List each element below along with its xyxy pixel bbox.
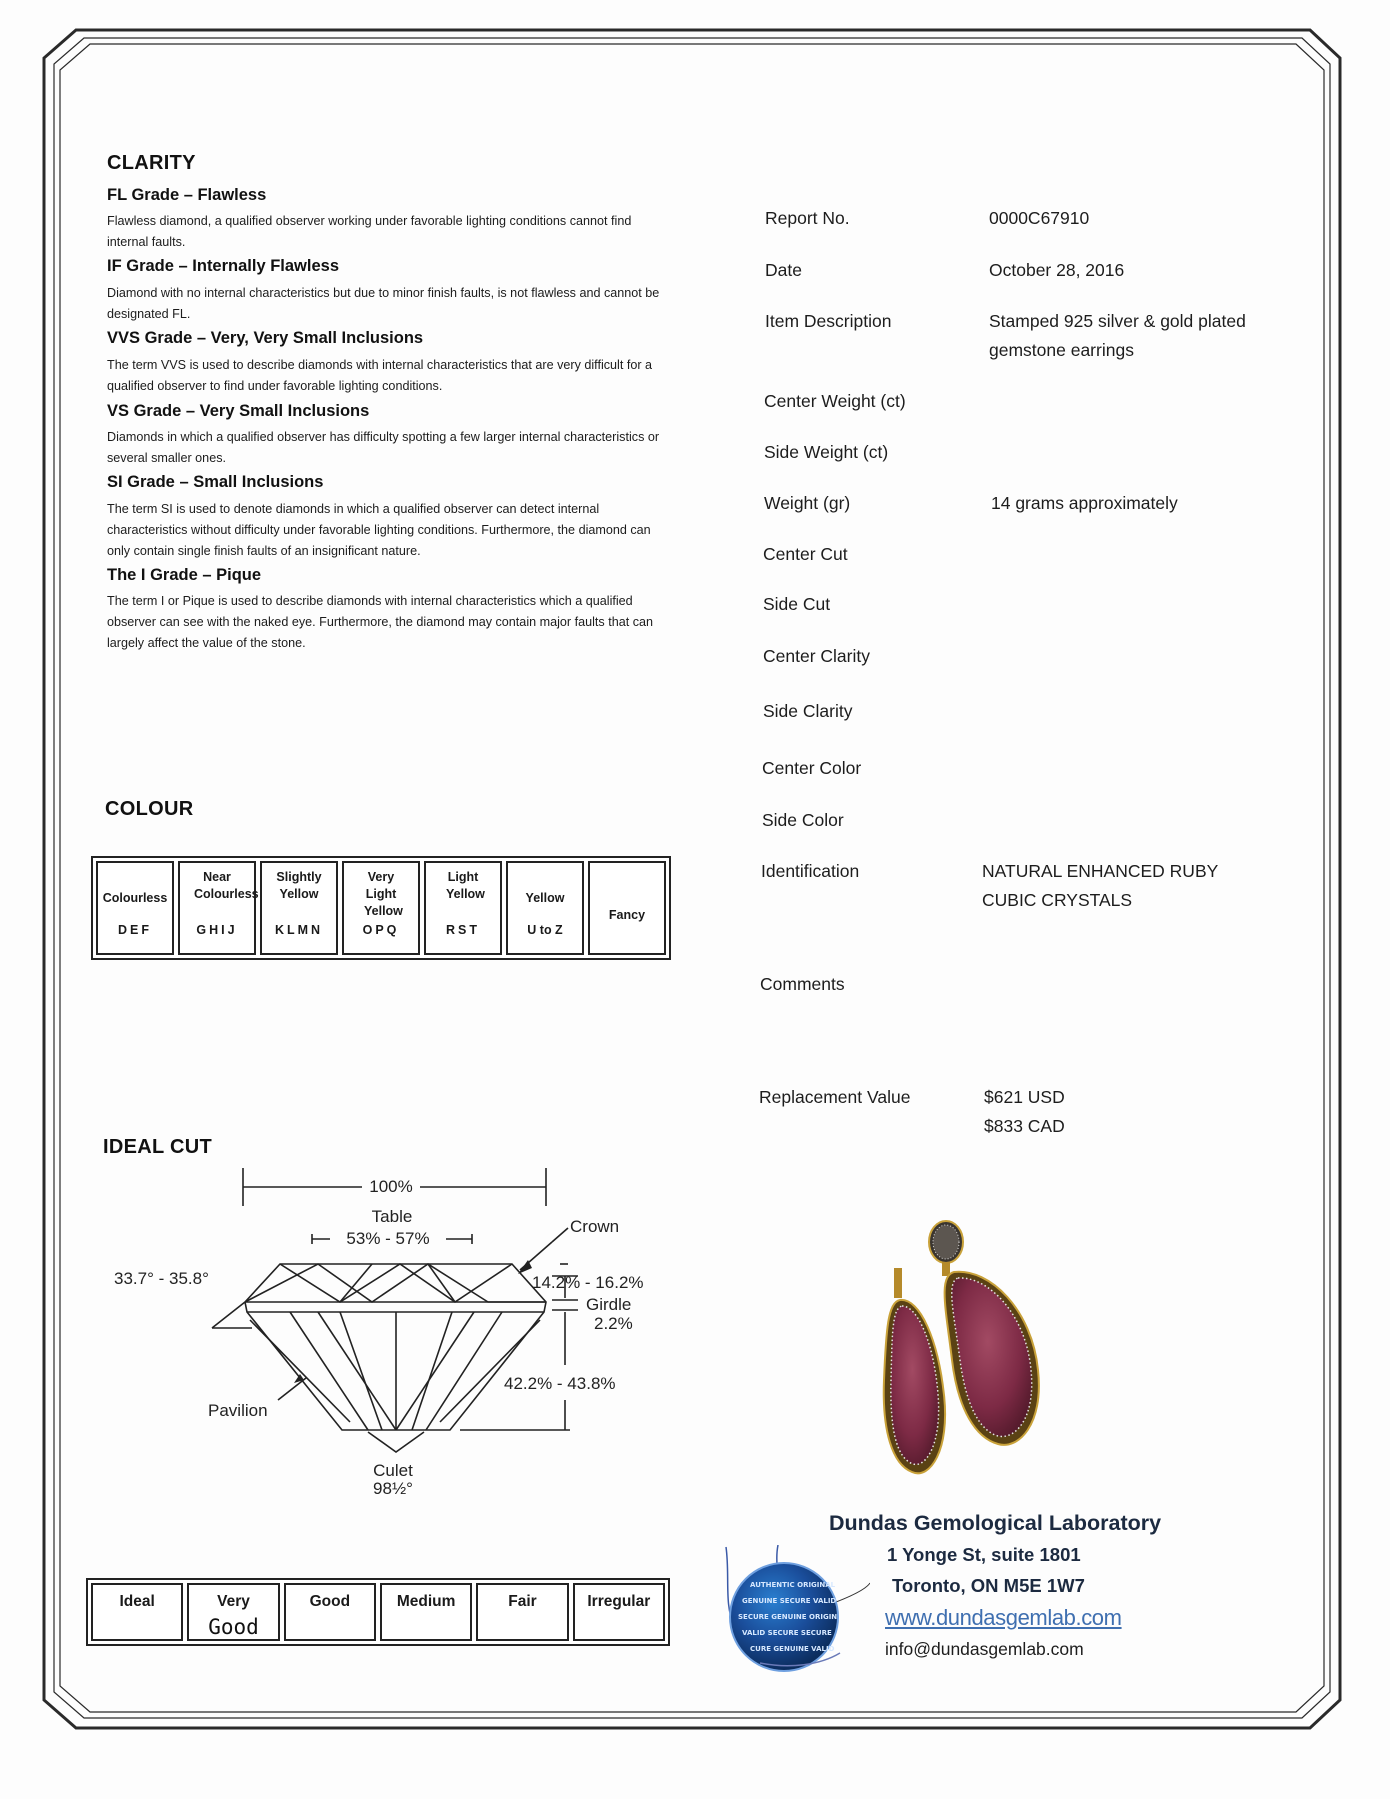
label-crown-angle: 33.7° - 35.8° <box>114 1269 209 1288</box>
vvs-grade-title: VVS Grade – Very, Very Small Inclusions <box>107 329 424 347</box>
field-label-identification: Identification <box>761 861 860 881</box>
fl-grade-title: FL Grade – Flawless <box>107 186 267 204</box>
label-total-width: 100% <box>369 1177 413 1196</box>
lab-email[interactable]: info@dundasgemlab.com <box>885 1639 1084 1659</box>
cut-cell-label: Good <box>309 1593 351 1610</box>
colour-cell-grade: KLMN <box>274 923 324 937</box>
i-grade-title: The I Grade – Pique <box>107 566 262 584</box>
field-label-side-color: Side Color <box>762 810 844 830</box>
ideal-cut-title: IDEAL CUT <box>103 1136 212 1158</box>
vvs-grade-desc: The term VVS is used to describe diamonds with internal characteristics that are very difficult for a qualified observer to find under favorable lighting conditions. <box>107 358 653 393</box>
label-table-range: 53% - 57% <box>346 1229 430 1248</box>
label-crown-height: 14.2% - 16.2% <box>532 1273 644 1292</box>
label-girdle: Girdle <box>586 1295 632 1314</box>
field-label-weight: Weight (gr) <box>764 493 851 513</box>
svg-text:SECURE GENUINE ORIGIN: SECURE GENUINE ORIGIN <box>738 1613 838 1621</box>
lab-website-link[interactable]: www.dundasgemlab.com <box>885 1605 1122 1630</box>
field-label-replacement-value: Replacement Value <box>759 1087 911 1107</box>
label-crown: Crown <box>570 1217 620 1236</box>
svg-text:CURE GENUINE VALID: CURE GENUINE VALID <box>750 1645 835 1653</box>
field-label-center-weight: Center Weight (ct) <box>764 391 906 411</box>
colour-cell-label: Slightly Yellow <box>276 870 322 901</box>
colour-cell-colourless <box>96 861 174 955</box>
colour-cell-grade: DEF <box>118 923 152 937</box>
field-label-side-clarity: Side Clarity <box>763 701 853 721</box>
fl-grade-desc: Flawless diamond, a qualified observer working under favorable lighting conditions cannot find internal faults. <box>107 214 632 249</box>
if-grade-desc: Diamond with no internal characteristics but due to minor finish faults, is not flawless and cannot be designated FL. <box>107 286 660 321</box>
colour-cell-yellow <box>506 861 584 955</box>
field-value-weight: 14 grams approximately <box>991 493 1178 513</box>
selected-grade-mark: Good <box>208 1615 259 1639</box>
field-label-comments: Comments <box>760 974 845 994</box>
i-grade-desc: The term I or Pique is used to describe diamonds with internal characteristics which a qualified observer can see with the naked eye. Furthermore, the diamond may contain major faults that can largely affect the value of the stone. <box>107 594 654 650</box>
earrings-photo <box>880 1210 1100 1490</box>
colour-cell-grade: GHIJ <box>196 923 238 937</box>
colour-cell-label: Colourless <box>102 891 168 905</box>
cut-cell-irregular <box>573 1583 665 1641</box>
label-girdle-value: 2.2% <box>594 1314 633 1333</box>
svg-text:AUTHENTIC ORIGINAL: AUTHENTIC ORIGINAL <box>750 1581 836 1589</box>
cut-cell-good <box>284 1583 376 1641</box>
field-value-item-description: Stamped 925 silver & gold plated gemstone earrings <box>989 311 1246 360</box>
field-label-item-description: Item Description <box>765 311 892 331</box>
cut-cell-label: Irregular <box>587 1593 651 1610</box>
lab-address-line-1: 1 Yonge St, suite 1801 <box>887 1544 1081 1565</box>
label-culet-value: 98½° <box>373 1479 413 1498</box>
colour-cell-label: Fancy <box>608 908 646 922</box>
colour-cell-very-light-yellow <box>342 861 420 955</box>
field-label-center-cut: Center Cut <box>763 544 848 564</box>
diamond-proportions-diagram <box>100 1160 680 1500</box>
cut-cell-fair <box>476 1583 568 1641</box>
colour-cell-label: Near Colourless <box>194 870 259 901</box>
svg-text:GENUINE SECURE VALID: GENUINE SECURE VALID <box>742 1597 837 1605</box>
field-label-date: Date <box>765 260 802 280</box>
colour-cell-grade: RST <box>446 923 480 937</box>
cut-cell-ideal <box>91 1583 183 1641</box>
field-value-date: October 28, 2016 <box>989 260 1125 280</box>
cut-cell-label: Very <box>217 1593 250 1610</box>
colour-cell-near-colourless <box>178 861 259 955</box>
lab-name: Dundas Gemological Laboratory <box>829 1511 1162 1535</box>
field-value-identification: NATURAL ENHANCED RUBY CUBIC CRYSTALS <box>982 861 1218 910</box>
field-label-side-cut: Side Cut <box>763 594 831 614</box>
label-culet: Culet <box>373 1461 413 1480</box>
colour-cell-light-yellow <box>424 861 502 955</box>
label-table: Table <box>371 1207 413 1226</box>
colour-cell-fancy <box>588 861 666 955</box>
field-label-side-weight: Side Weight (ct) <box>764 442 889 462</box>
field-label-center-clarity: Center Clarity <box>763 646 870 666</box>
colour-cell-label: Yellow <box>525 891 565 905</box>
colour-cell-label: Very Light Yellow <box>364 870 403 918</box>
cut-cell-very <box>187 1583 279 1641</box>
if-grade-title: IF Grade – Internally Flawless <box>107 257 340 275</box>
colour-cell-label: Light Yellow <box>446 870 485 901</box>
colour-cell-grade: U to Z <box>527 923 563 937</box>
cut-cell-label: Fair <box>508 1593 537 1610</box>
field-label-center-color: Center Color <box>762 758 862 778</box>
field-label-report-no: Report No. <box>765 208 850 228</box>
si-grade-desc: The term SI is used to denote diamonds in which a qualified observer can detect internal characteristics without difficulty under favorable lighting conditions. Furthermore, the diamond can only contain single finish faults of an insignificant nature. <box>107 502 651 558</box>
field-value-replacement-value: $621 USD $833 CAD <box>984 1087 1065 1136</box>
label-pavilion: Pavilion <box>208 1401 268 1420</box>
cut-cell-label: Medium <box>396 1593 456 1610</box>
field-value-report-no: 0000C67910 <box>989 208 1090 228</box>
cut-cell-medium <box>380 1583 472 1641</box>
vs-grade-desc: Diamonds in which a qualified observer has difficulty spotting a few larger internal characteristics or several smaller ones. <box>107 430 660 465</box>
colour-scale-table <box>91 856 671 960</box>
cut-cell-label: Ideal <box>119 1593 155 1610</box>
hologram-seal <box>720 1545 870 1675</box>
colour-title: COLOUR <box>105 798 194 820</box>
clarity-title: CLARITY <box>107 152 196 174</box>
vs-grade-title: VS Grade – Very Small Inclusions <box>107 402 370 420</box>
cut-grade-table <box>86 1578 670 1646</box>
lab-address-line-2: Toronto, ON M5E 1W7 <box>892 1575 1085 1596</box>
si-grade-title: SI Grade – Small Inclusions <box>107 473 324 491</box>
svg-text:VALID SECURE SECURE: VALID SECURE SECURE <box>742 1629 832 1637</box>
colour-cell-grade: OPQ <box>362 923 400 937</box>
colour-cell-slightly-yellow <box>260 861 338 955</box>
label-pavilion-depth: 42.2% - 43.8% <box>504 1374 616 1393</box>
